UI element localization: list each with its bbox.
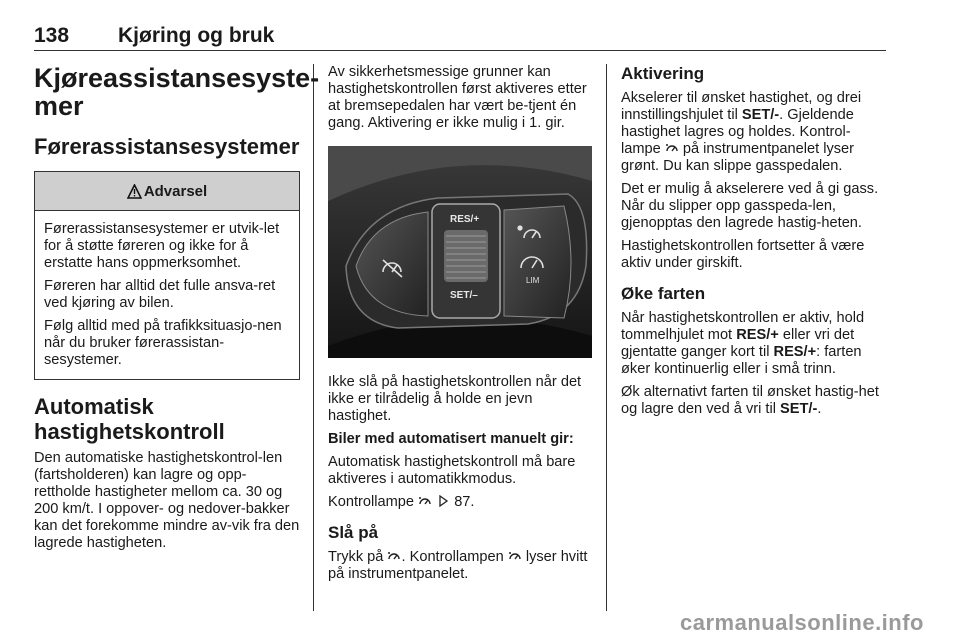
increase-speed-heading: Øke farten <box>621 284 706 303</box>
column-3 <box>621 64 887 424</box>
warning-paragraph: Førerassistansesystemer er utvik-let for å støtte føreren og ikke for å erstatte hans oppmerksomhet. <box>44 221 280 271</box>
increase-alt-paragraph: Øk alternativt farten til ønsket hastig-het og lagre den ved å vri til SET/-. <box>621 384 879 417</box>
section-title-cruise <box>34 394 300 444</box>
warning-heading: Advarsel <box>143 182 208 200</box>
subsection-title: Førerassistansesystemer <box>34 134 300 159</box>
accelerate-paragraph: Det er mulig å akselerere ved å gi gass. Når du slipper opp gasspeda-len, gjenopptas den lagrede hastig-heten. <box>621 181 879 231</box>
steering-wheel-illustration <box>328 146 592 358</box>
activation-heading: Aktivering <box>621 64 705 83</box>
page-number: 138 <box>34 24 70 47</box>
safety-paragraph: Av sikkerhetsmessige grunner kan hastighetskontrollen først aktiveres etter at bremsepedalen har vært be-tjent én gang. Aktivering er ikke mulig i 1. gir. <box>328 64 587 131</box>
cruise-control-icon <box>508 550 522 562</box>
warning-paragraph: Følg alltid med på trafikksituasjo-nen når du bruker førerassistan-sesystemer. <box>44 318 282 368</box>
caution-paragraph: Ikke slå på hastighetskontrollen når det ikke er tilrådelig å holde en jevn hastighet. <box>328 374 582 424</box>
warning-paragraph: Føreren har alltid det fulle ansva-ret ved kjøring av bilen. <box>44 278 276 311</box>
cruise-intro-paragraph: Den automatiske hastighetskontrol-len (fartsholderen) kan lagre og opp-rettholde hastigheter mellom ca. 30 og 200 km/t. I oppover- og nedover-bakker kan det forekomme mindre av-vik fra den lagrede hastigheten. <box>34 450 300 551</box>
automated-gearbox-paragraph: Automatisk hastighetskontroll må bare aktiveres i automatikkmodus. <box>328 454 576 487</box>
switch-on-heading: Slå på <box>328 523 379 542</box>
cruise-control-icon <box>665 142 679 154</box>
steering-wheel-controls-photo <box>328 146 592 358</box>
page-header <box>34 18 886 51</box>
section-title-line1: Kjøreassistansesyste- <box>34 63 320 93</box>
lim-label: LIM <box>526 276 540 285</box>
automated-gearbox-heading: Biler med automatisert manuelt gir: <box>328 431 574 447</box>
cruise-control-icon <box>387 550 401 562</box>
res-label: RES/+ <box>450 214 480 225</box>
warning-icon <box>127 184 142 199</box>
section-title-cruise-line2: hastighetskontroll <box>34 419 225 444</box>
chapter-title: Kjøring og bruk <box>118 24 275 47</box>
column-1 <box>34 63 320 558</box>
warning-body <box>35 211 299 379</box>
switch-on-paragraph: Trykk på . Kontrollampen lyser hvitt på instrumentpanelet. <box>328 549 588 582</box>
gearshift-paragraph: Hastighetskontrollen fortsetter å være aktiv under girskift. <box>621 238 865 271</box>
column-divider <box>313 64 314 611</box>
section-title-cruise-line1: Automatisk <box>34 394 154 419</box>
section-title <box>34 63 320 121</box>
control-lamp-reference: Kontrollampe 87. <box>328 494 475 510</box>
section-title-line2: mer <box>34 91 84 121</box>
set-label: SET/– <box>450 290 478 301</box>
watermark: carmanualsonline.info <box>680 610 924 635</box>
column-divider <box>606 64 607 611</box>
cruise-control-icon <box>418 495 432 507</box>
activation-paragraph: Akselerer til ønsket hastighet, og drei innstillingshjulet til SET/-. Gjeldende hastighet lagres og holdes. Kontrol-lampe på instrumentpanelet lyser grønt. Du kan slippe gasspedalen. <box>621 90 862 174</box>
increase-paragraph: Når hastighetskontrollen er aktiv, hold tommelhjulet mot RES/+ eller vri det gjentatte ganger kort til RES/+: farten øker kontinuerlig eller i små trinn. <box>621 310 865 377</box>
column-2 <box>328 64 592 589</box>
warning-box <box>34 171 300 380</box>
warning-header <box>35 172 299 211</box>
page-reference-icon <box>436 495 450 507</box>
